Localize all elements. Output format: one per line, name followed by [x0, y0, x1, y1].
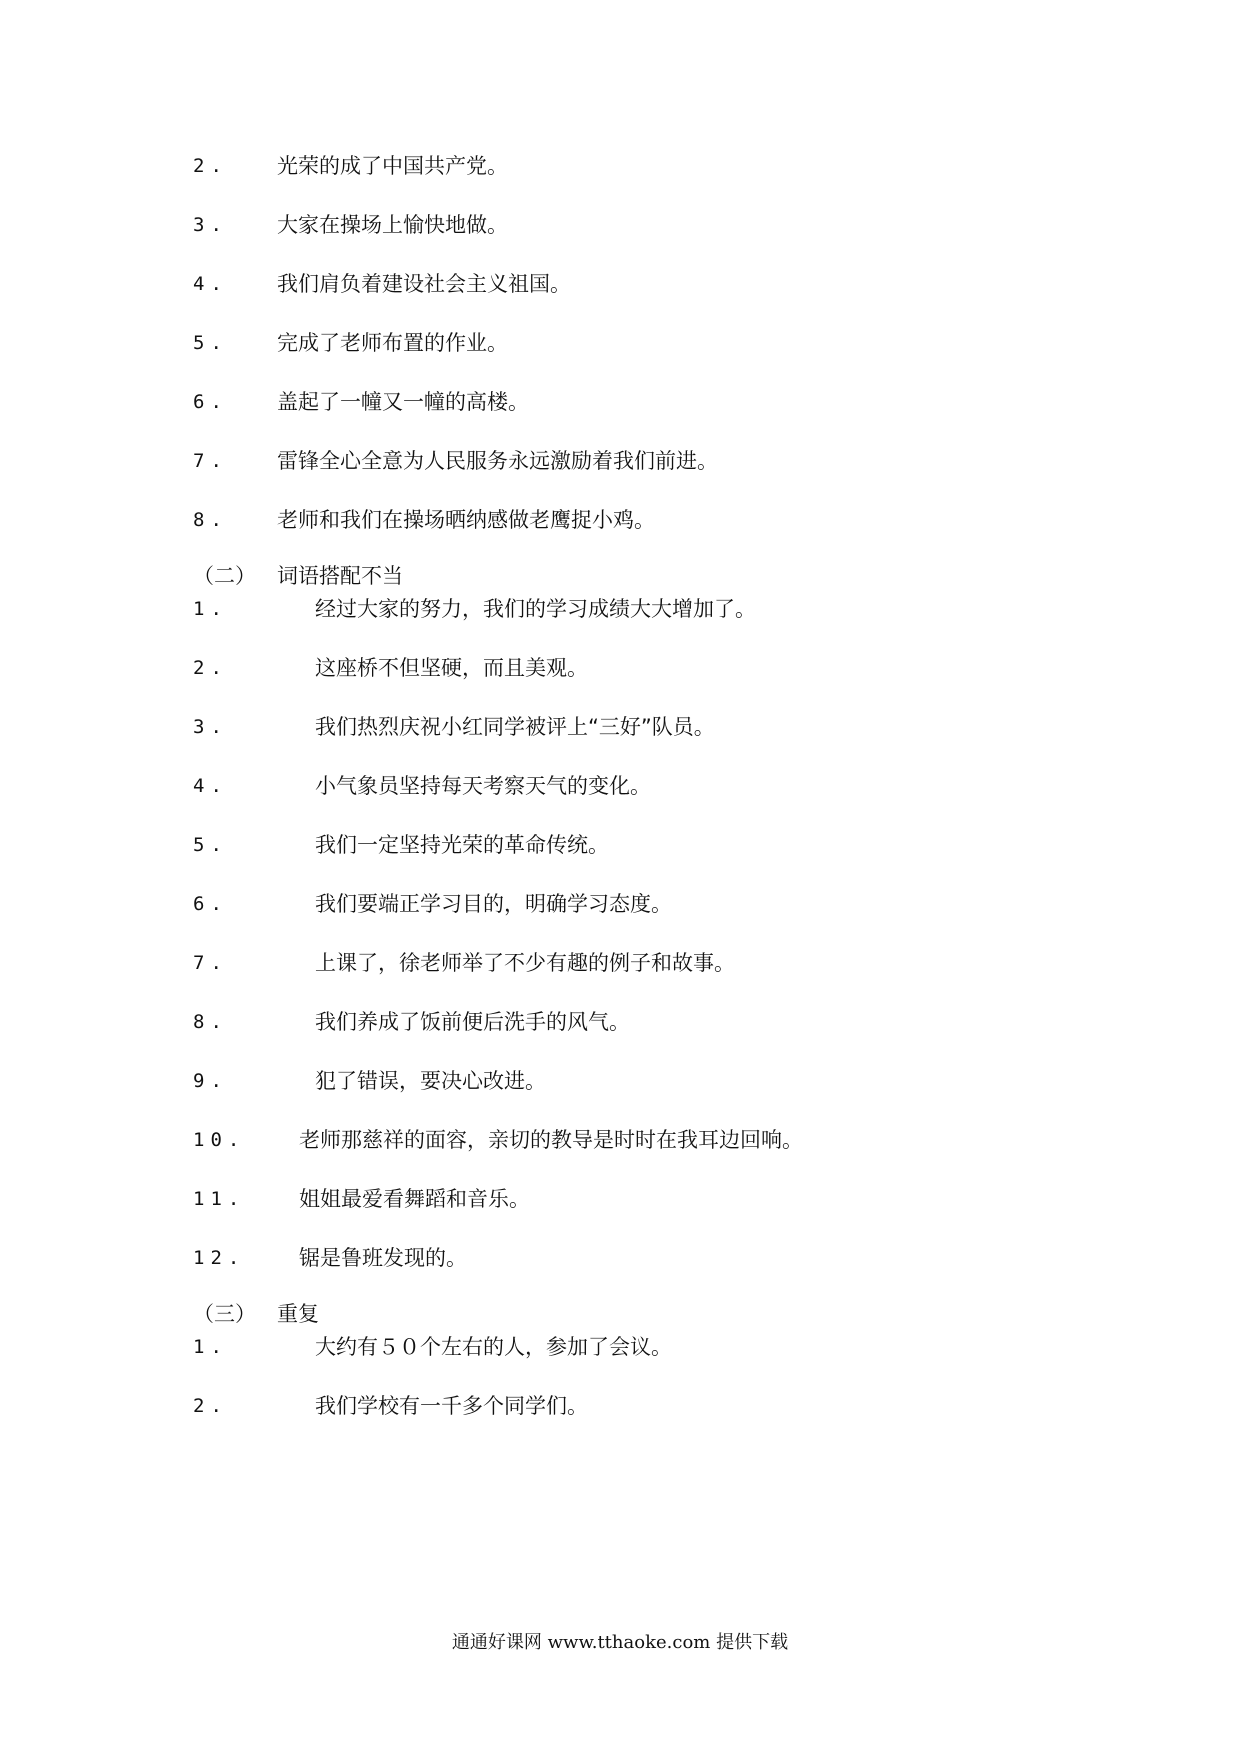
item-number: 8. [193, 1011, 228, 1033]
item-number: 2. [193, 657, 228, 679]
item-number: 6. [193, 893, 228, 915]
item-text: 我们肩负着建设社会主义祖国。 [277, 272, 571, 296]
item-text: 我们热烈庆祝小红同学被评上“三好”队员。 [315, 715, 715, 739]
item-number: 4. [193, 273, 228, 295]
item-text: 姐姐最爱看舞蹈和音乐。 [299, 1187, 530, 1211]
item-number: 12. [193, 1247, 246, 1269]
item-number: 2. [193, 155, 228, 177]
item-text: 老师和我们在操场晒纳感做老鹰捉小鸡。 [277, 508, 655, 532]
item-text: 我们一定坚持光荣的革命传统。 [315, 833, 609, 857]
item-text: 大约有５０个左右的人，参加了会议。 [315, 1335, 672, 1359]
section-title: 重复 [277, 1302, 319, 1326]
item-number: 5. [193, 332, 228, 354]
item-number: 3. [193, 716, 228, 738]
section-label: （三） [193, 1302, 256, 1326]
item-number: 9. [193, 1070, 228, 1092]
item-text: 光荣的成了中国共产党。 [277, 154, 508, 178]
item-number: 7. [193, 450, 228, 472]
section-title: 词语搭配不当 [277, 564, 403, 588]
item-text: 我们要端正学习目的，明确学习态度。 [315, 892, 672, 916]
item-text: 盖起了一幢又一幢的高楼。 [277, 390, 529, 414]
item-text: 大家在操场上愉快地做。 [277, 213, 508, 237]
item-text: 小气象员坚持每天考察天气的变化。 [315, 774, 651, 798]
item-number: 4. [193, 775, 228, 797]
item-text: 经过大家的努力，我们的学习成绩大大增加了。 [315, 597, 756, 621]
item-number: 6. [193, 391, 228, 413]
item-number: 1. [193, 598, 228, 620]
item-text: 我们养成了饭前便后洗手的风气。 [315, 1010, 630, 1034]
item-text: 上课了，徐老师举了不少有趣的例子和故事。 [315, 951, 735, 975]
item-text: 老师那慈祥的面容，亲切的教导是时时在我耳边回响。 [299, 1128, 803, 1152]
item-number: 2. [193, 1395, 228, 1417]
item-text: 锯是鲁班发现的。 [299, 1246, 467, 1270]
item-text: 完成了老师布置的作业。 [277, 331, 508, 355]
item-number: 8. [193, 509, 228, 531]
item-text: 这座桥不但坚硬，而且美观。 [315, 656, 588, 680]
item-number: 1. [193, 1336, 228, 1358]
page-footer: 通通好课网 www.tthaoke.com 提供下载 [451, 1632, 789, 1653]
item-number: 11. [193, 1188, 246, 1210]
item-number: 3. [193, 214, 228, 236]
item-text: 我们学校有一千多个同学们。 [315, 1394, 588, 1418]
section-label: （二） [193, 564, 256, 588]
item-number: 5. [193, 834, 228, 856]
item-number: 10. [193, 1129, 246, 1151]
item-text: 犯了错误，要决心改进。 [315, 1069, 546, 1093]
item-text: 雷锋全心全意为人民服务永远激励着我们前进。 [277, 449, 718, 473]
item-number: 7. [193, 952, 228, 974]
